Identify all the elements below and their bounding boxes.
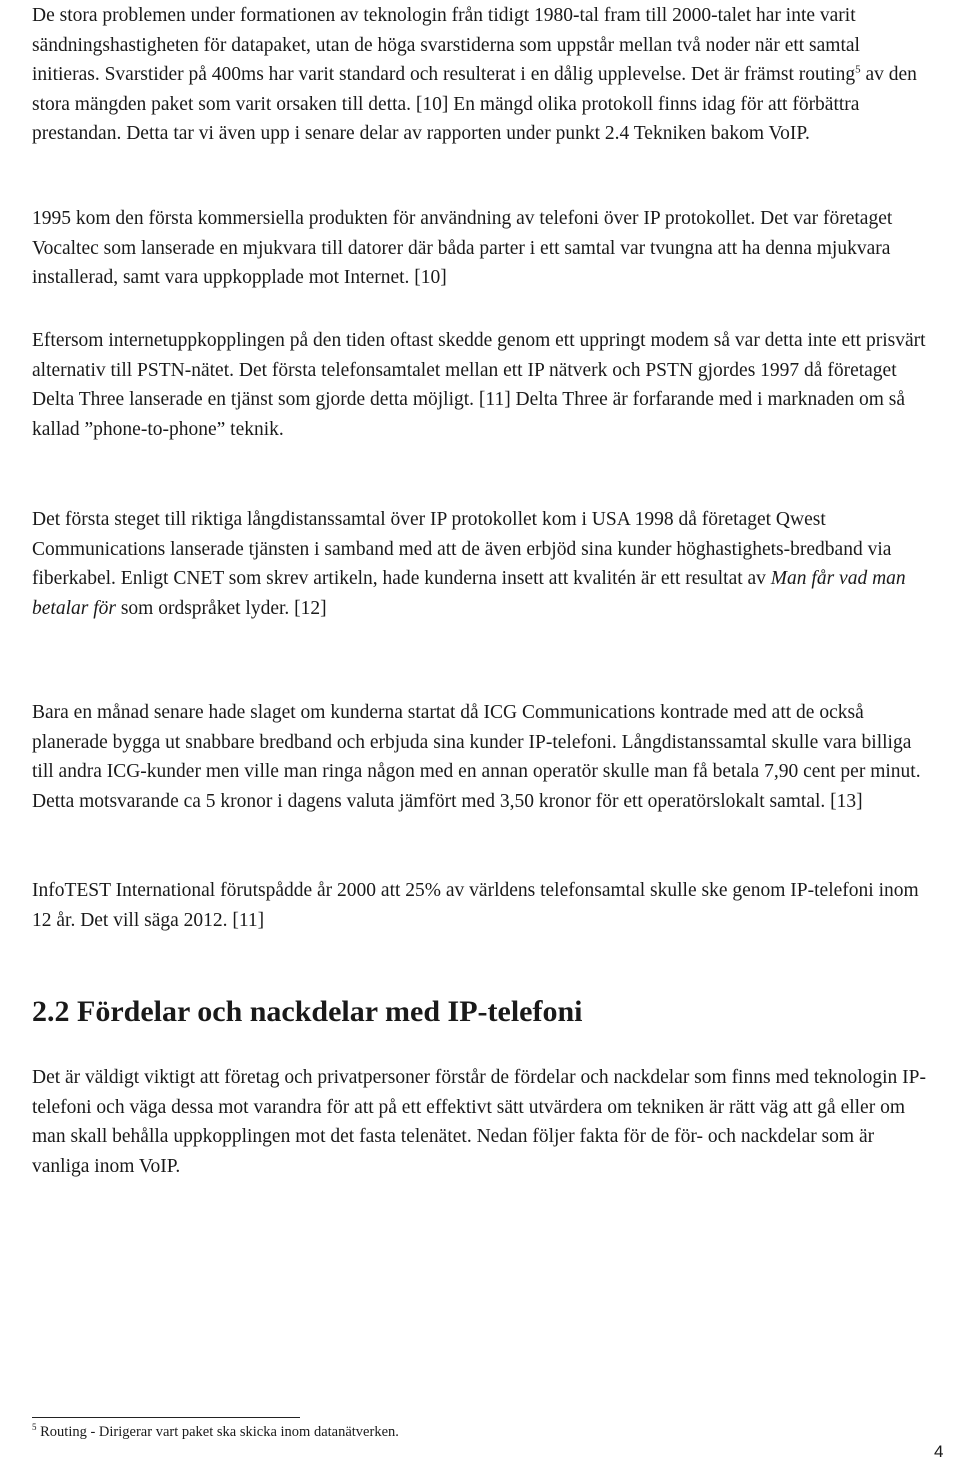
paragraph-intro-part2: av den stora mängden paket som varit orsaken till detta. [10] En mängd olika protokoll finns idag för att förbättra prestandan. Detta tar vi även upp i senare delar av rapporten under punkt 2.4 Tekniken bakom VoIP.: [32, 64, 917, 145]
footnote-text: Routing - Dirigerar vart paket ska skicka inom datanätverken.: [36, 1424, 399, 1440]
footnote-mark: 5: [32, 1422, 37, 1433]
paragraph-qwest-part1: Det första steget till riktiga långdistanssamtal över IP protokollet kom i USA 1998 då företaget Qwest Communications lanserade tjänsten i samband med att de även erbjöd sina kunder höghastighets-bredband via fiberkabel. Enligt CNET som skrev artikeln, hade kunderna insett att kvalitén är ett resultat av: [32, 509, 892, 590]
paragraph-qwest: [32, 505, 932, 623]
section-heading: 2.2 Fördelar och nackdelar med IP-telefoni: [32, 995, 583, 1028]
footnote-reference: 5: [855, 63, 861, 76]
paragraph-section-body: Det är väldigt viktigt att företag och privatpersoner förstår de fördelar och nackdelar som finns med teknologin IP-telefoni och väga dessa mot varandra för att på ett effektivt sätt utvärdera om tekniken är rätt väg att gå eller om man skall behålla uppkopplingen mot det fasta telenätet. Nedan följer fakta för de för- och nackdelar som är vanliga inom VoIP.: [32, 1067, 927, 1177]
proverb-italic: Man får vad man betalar för: [32, 568, 906, 619]
footnote-divider: [32, 1417, 300, 1418]
paragraph-intro-part1: De stora problemen under formationen av teknologin från tidigt 1980-tal fram till 2000-talet har inte varit sändningshastigheten för datapaket, utan de höga svarstiderna som uppstår mellan två noder när ett samtal initieras. Svarstider på 400ms har varit standard och resulterat i en dålig upplevelse. Det är främst routing: [32, 5, 860, 86]
paragraph-1995: 1995 kom den första kommersiella produkten för användning av telefoni över IP protokollet. Det var företaget Vocaltec som lanserade en mjukvara till datorer där båda parter i ett samtal var tvungna att ha denna mjukvara installerad, samt vara uppkopplade mot Internet. [10]: [32, 208, 893, 289]
page-number: 4: [934, 1442, 944, 1461]
footnote: [32, 1422, 832, 1442]
paragraph-modem: Eftersom internetuppkopplingen på den tiden oftast skedde genom ett uppringt modem så var detta inte ett prisvärt alternativ till PSTN-nätet. Det första telefonsamtalet mellan ett IP nätverk och PSTN gjordes 1997 då företaget Delta Three lanserade en tjänst som gjorde detta möjligt. [11] Delta Three är forfarande med i marknaden om så kallad ”phone-to-phone” teknik.: [32, 330, 926, 440]
paragraph-icg: Bara en månad senare hade slaget om kunderna startat då ICG Communications kontrade med att de också planerade bygga ut snabbare bredband och erbjuda sina kunder IP-telefoni. Långdistanssamtal skulle vara billiga till andra ICG-kunder men ville man ringa någon med en annan operatör skulle man få betala 7,90 cent per minut. Detta motsvarande ca 5 kronor i dagens valuta jämfört med 3,50 kronor för ett operatörslokalt samtal. [13]: [32, 702, 921, 812]
paragraph-qwest-part2: som ordspråket lyder. [12]: [115, 597, 327, 619]
paragraph-intro: [32, 1, 932, 149]
paragraph-infotest: InfoTEST International förutspådde år 2000 att 25% av världens telefonsamtal skulle ske genom IP-telefoni inom 12 år. Det vill säga 2012. [11]: [32, 880, 919, 931]
